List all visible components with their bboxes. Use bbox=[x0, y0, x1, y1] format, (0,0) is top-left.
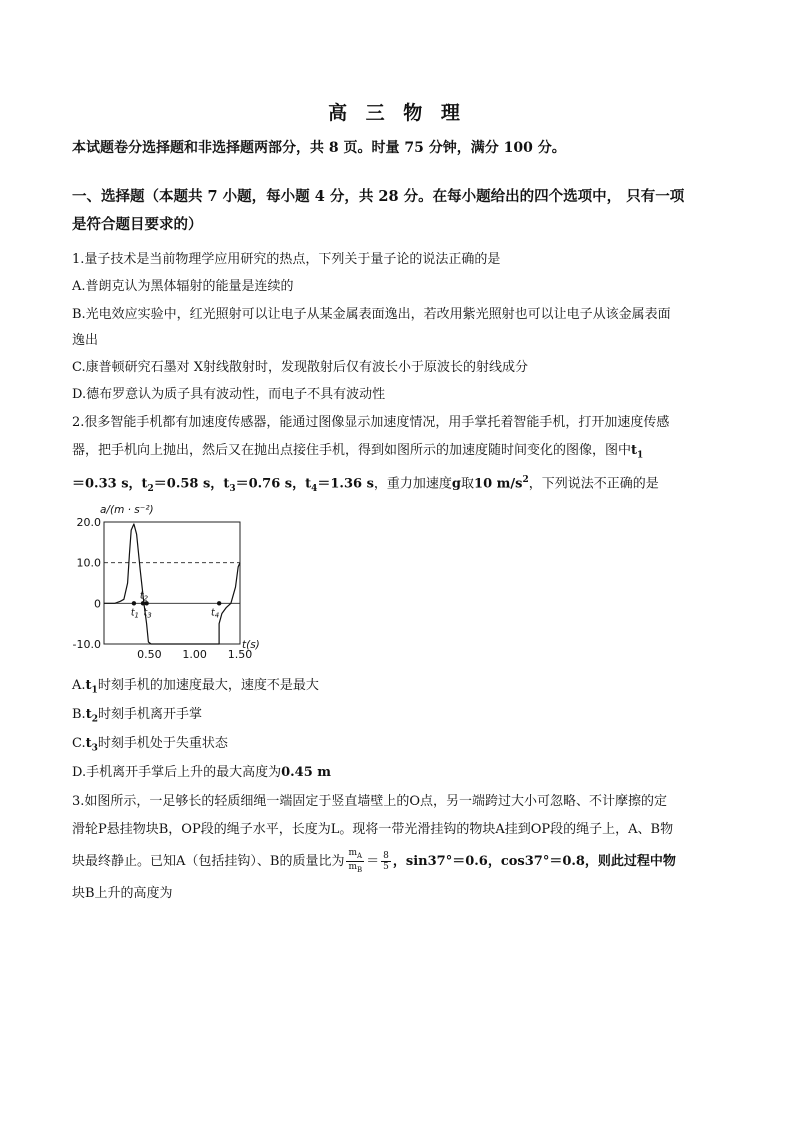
y-tick-label-3: -10.0 bbox=[72, 638, 101, 651]
q1-option-c: C.康普顿研究石墨对 X射线散射时，发现散射后仅有波长小于原波长的射线成分 bbox=[72, 360, 529, 375]
y-axis-title: a/(m · s⁻²) bbox=[100, 504, 154, 516]
q1-stem: 1.量子技术是当前物理学应用研究的热点，下列关于量子论的说法正确的是 bbox=[72, 252, 501, 267]
chart-labels bbox=[73, 504, 260, 661]
q2-option-a-prefix: A. bbox=[72, 678, 86, 693]
marker-label-t1: $t_1$ bbox=[130, 607, 140, 620]
q2-t4-symbol: t bbox=[305, 476, 312, 492]
q3-line-3-trig: ，sin37°＝0.6，cos37°＝0.8，则此过程中物 bbox=[392, 853, 676, 869]
q2-option-b-text: 时刻手机离开手掌 bbox=[97, 707, 202, 722]
q2-t3-symbol: t bbox=[223, 476, 230, 492]
marker-label-t4: $t_4$ bbox=[211, 607, 220, 620]
q1-option-b-line-1: B.光电效应实验中，红光照射可以让电子从某金属表面逸出，若改用紫光照射也可以让电子从该金属表面 bbox=[72, 307, 671, 322]
y-tick-label-1: 10.0 bbox=[76, 556, 101, 570]
marker-dot-t4 bbox=[217, 601, 221, 605]
q2-option-c-prefix: C. bbox=[72, 736, 86, 751]
q2-t4-value: ＝1.36 s bbox=[317, 476, 374, 492]
q3-line-3 bbox=[72, 848, 732, 875]
exam-intro: 本试题卷分选择题和非选择题两部分，共 8 页。时量 75 分钟，满分 100 分。 bbox=[72, 140, 566, 156]
q2-option-b bbox=[72, 705, 732, 730]
chart-series bbox=[104, 524, 240, 644]
x-axis-title: t(s) bbox=[242, 639, 260, 651]
marker-label-t2: $t_2$ bbox=[139, 590, 149, 603]
q2-t1-value: ＝0.33 s， bbox=[72, 476, 142, 492]
x-tick-label-1: 1.00 bbox=[182, 648, 207, 661]
q2-t4-subscript: 4 bbox=[311, 483, 318, 494]
q2-g-symbol: g bbox=[451, 476, 462, 492]
q3-ratio-value-fraction bbox=[381, 851, 391, 872]
q2-question-text: ，下列说法不正确的是 bbox=[528, 476, 659, 492]
q2-stem-line-1: 2.很多智能手机都有加速度传感器，能通过图像显示加速度情况，用手掌托着智能手机，打开加速度传感 bbox=[72, 415, 670, 430]
q2-option-b-t: t bbox=[85, 707, 92, 722]
q3-mA: m bbox=[348, 848, 358, 858]
q2-stem-line-2-text: 器，把手机向上抛出，然后又在抛出点接住手机，得到如图所示的加速度随时间变化的图像，图中 bbox=[72, 443, 632, 458]
q2-option-c-text: 时刻手机处于失重状态 bbox=[97, 736, 228, 751]
q3-line-2: 滑轮P悬挂物块B，OP段的绳子水平，长度为L。现将一带光滑挂钩的物块A挂到OP段的绳子上，A、B物 bbox=[72, 822, 674, 837]
q2-t1-symbol: t bbox=[631, 443, 638, 458]
q2-option-c-t: t bbox=[85, 736, 92, 751]
q3-line-3-text: 块最终静止。已知A（包括挂钩）、B的质量比为 bbox=[72, 853, 345, 869]
q3-mA-sub: A bbox=[357, 851, 363, 860]
section-heading bbox=[72, 183, 732, 239]
q2-option-b-prefix: B. bbox=[72, 707, 86, 722]
q2-t1-subscript: 1 bbox=[637, 450, 644, 461]
q2-option-a-text: 时刻手机的加速度最大，速度不是最大 bbox=[97, 678, 319, 693]
q2-stem-line-2 bbox=[72, 441, 732, 466]
q2-option-c-sub: 3 bbox=[91, 743, 98, 754]
q2-option-a-t: t bbox=[85, 678, 92, 693]
q3-line-1: 3.如图所示，一足够长的轻质细绳一端固定于竖直墙壁上的O点，另一端跨过大小可忽略、不计摩擦的定 bbox=[72, 794, 668, 809]
series-line-0 bbox=[104, 524, 240, 644]
y-tick-label-0: 20.0 bbox=[76, 516, 101, 529]
page-title: 高 三 物 理 bbox=[328, 102, 466, 124]
marker-label-t3: $t_3$ bbox=[143, 607, 152, 620]
q2-option-a-sub: 1 bbox=[91, 685, 98, 696]
q2-take-text: 取 bbox=[461, 476, 475, 492]
q3-equals: ＝ bbox=[366, 853, 380, 869]
acceleration-time-chart bbox=[72, 502, 260, 667]
q2-option-d-value: 0.45 m bbox=[281, 765, 332, 780]
q2-option-c bbox=[72, 734, 732, 759]
q2-g-exponent: 2 bbox=[522, 475, 529, 485]
q3-mB-sub: B bbox=[357, 865, 363, 874]
q1-option-b-line-2: 逸出 bbox=[72, 333, 99, 348]
x-tick-label-0: 0.50 bbox=[137, 648, 162, 661]
q2-t3-subscript: 3 bbox=[229, 483, 236, 494]
q1-option-a: A.普朗克认为黑体辐射的能量是连续的 bbox=[72, 279, 294, 294]
q3-mB: m bbox=[348, 861, 357, 872]
q2-gravity-text: ，重力加速度 bbox=[373, 476, 452, 492]
q1-option-d: D.德布罗意认为质子具有波动性，而电子不具有波动性 bbox=[72, 387, 386, 402]
q3-ratio-num: 8 bbox=[383, 850, 389, 861]
q2-t2-value: ＝0.58 s， bbox=[153, 476, 224, 492]
q3-line-4: 块B上升的高度为 bbox=[72, 886, 173, 901]
q2-g-value: 10 m/s bbox=[474, 476, 523, 492]
q3-ratio-den: 5 bbox=[383, 861, 389, 872]
section-heading-line-2: 是符合题目要求的） bbox=[72, 216, 203, 233]
q2-option-b-sub: 2 bbox=[91, 714, 98, 725]
q2-t2-symbol: t bbox=[141, 476, 148, 492]
y-tick-label-2: 0 bbox=[94, 597, 101, 611]
q2-option-a bbox=[72, 676, 732, 701]
q2-option-d-text: D.手机离开手掌后上升的最大高度为 bbox=[72, 765, 282, 780]
q2-option-d bbox=[72, 763, 732, 783]
q2-stem-line-3 bbox=[72, 470, 732, 499]
marker-dot-t1 bbox=[132, 601, 136, 605]
q2-t3-value: ＝0.76 s， bbox=[235, 476, 306, 492]
section-heading-line-1: 一、选择题（本题共 7 小题，每小题 4 分，共 28 分。在每小题给出的四个选项中， 只有一项 bbox=[72, 188, 685, 205]
q2-t2-subscript: 2 bbox=[147, 483, 154, 494]
q3-mass-ratio-fraction bbox=[346, 848, 364, 875]
x-tick-label-2: 1.50 bbox=[227, 648, 253, 661]
